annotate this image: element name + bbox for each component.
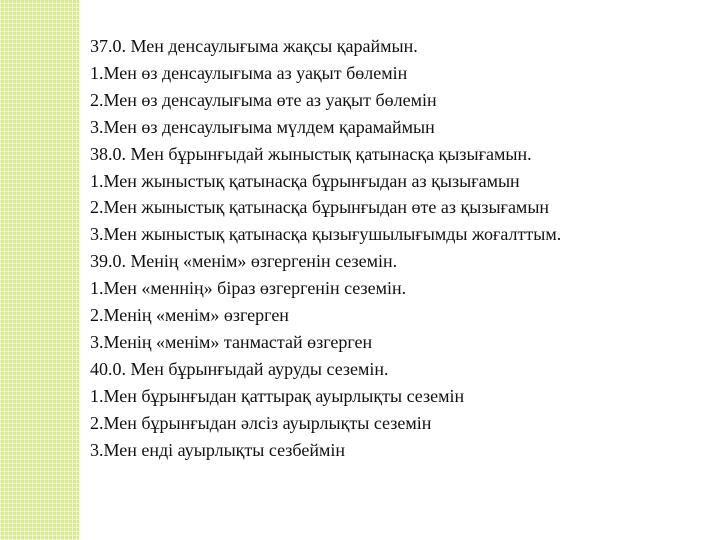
question-39-option-2: 2.Менің «менім» өзгерген: [90, 305, 289, 326]
decorative-side-stripe: [0, 0, 79, 540]
question-40-heading: 40.0. Мен бұрынғыдай ауруды сеземін.: [90, 358, 389, 379]
questionnaire-text: [90, 33, 710, 464]
question-38-option-3: 3.Мен жыныстық қатынасқа қызығушылығымды жоғалттым.: [90, 224, 562, 245]
question-37-heading: 37.0. Мен денсаулығыма жақсы қараймын.: [90, 36, 418, 56]
question-39-option-1: 1.Мен «меннің» біраз өзгергенін сеземін.: [90, 278, 407, 299]
question-37-option-2: 2.Мен өз денсаулығыма өте аз уақыт бөлемін: [90, 89, 437, 110]
question-40-option-2: 2.Мен бұрынғыдан әлсіз ауырлықты сеземін: [90, 412, 432, 433]
question-38-heading: 38.0. Мен бұрынғыдай жыныстық қатынасқа қызығамын.: [90, 143, 532, 164]
question-39-option-3: 3.Менің «менім» танмастай өзгерген: [90, 331, 373, 352]
question-38-option-2: 2.Мен жыныстық қатынасқа бұрынғыдан өте аз қызығамын: [90, 197, 550, 218]
question-40-option-1: 1.Мен бұрынғыдан қаттырақ ауырлықты сеземін: [90, 385, 465, 406]
question-37-option-3: 3.Мен өз денсаулығыма мүлдем қарамаймын: [90, 116, 435, 137]
question-39-heading: 39.0. Менің «менім» өзгергенін сеземін.: [90, 251, 398, 272]
question-40-option-3: 3.Мен енді ауырлықты сезбеймін: [90, 439, 345, 460]
question-38-option-1: 1.Мен жыныстық қатынасқа бұрынғыдан аз қызығамын: [90, 170, 520, 191]
question-37-option-1: 1.Мен өз денсаулығыма аз уақыт бөлемін: [90, 62, 408, 83]
